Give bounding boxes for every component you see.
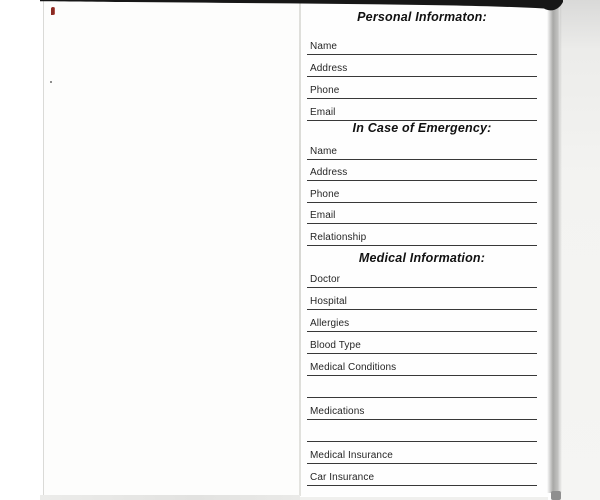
- form-field-row-blank: [307, 420, 537, 442]
- field-label: Blood Type: [310, 340, 361, 351]
- field-label: Medications: [310, 406, 365, 417]
- left-blank-page: [43, 0, 301, 496]
- section-emergency-fields: [307, 138, 537, 246]
- form-field-row: [307, 203, 537, 225]
- field-label: Phone: [310, 85, 340, 96]
- form-field-row: [307, 332, 537, 354]
- form-field-row: [307, 99, 537, 121]
- field-label: Allergies: [310, 318, 350, 329]
- field-label: Medical Insurance: [310, 450, 393, 461]
- page-edge-shadow: [547, 6, 562, 493]
- red-ink-mark: [51, 7, 55, 15]
- form-field-row: [307, 138, 537, 160]
- form-field-row-blank: [307, 376, 537, 398]
- field-label: Medical Conditions: [310, 362, 397, 373]
- scan-speck: [50, 81, 52, 83]
- field-label: Car Insurance: [310, 472, 375, 483]
- field-label: Name: [310, 145, 338, 157]
- form-field-row: [307, 288, 537, 310]
- form-field-row: [307, 77, 537, 99]
- form-field-row: [307, 181, 537, 203]
- field-label: Email: [310, 107, 336, 118]
- form-field-row: [307, 310, 537, 332]
- form-field-row: [307, 464, 537, 486]
- scan-bottom-shadow: [40, 495, 300, 500]
- field-label: Address: [310, 167, 348, 178]
- section-medical-fields: [307, 266, 537, 486]
- scanner-background: [560, 0, 600, 500]
- section-personal-fields: [307, 33, 537, 121]
- form-field-row: [307, 442, 537, 464]
- form-field-row: [307, 266, 537, 288]
- section-title-personal: Personal Informaton:: [357, 10, 487, 24]
- field-label: Email: [310, 210, 336, 221]
- field-label: Relationship: [310, 231, 367, 243]
- form-field-row: [307, 160, 537, 182]
- field-label: Address: [310, 63, 348, 74]
- form-field-row: [307, 33, 537, 55]
- field-label: Phone: [310, 188, 340, 200]
- page-spine: [299, 2, 301, 496]
- form-field-row: [307, 224, 537, 246]
- form-field-row: [307, 354, 537, 376]
- field-label: Name: [310, 41, 338, 52]
- field-label: Hospital: [310, 296, 347, 307]
- field-label: Doctor: [310, 274, 341, 285]
- scan-corner-shadow: [551, 491, 561, 500]
- form-field-row: [307, 55, 537, 77]
- section-title-emergency: In Case of Emergency:: [352, 121, 492, 135]
- section-title-medical: Medical Information:: [358, 251, 486, 265]
- form-field-row: [307, 398, 537, 420]
